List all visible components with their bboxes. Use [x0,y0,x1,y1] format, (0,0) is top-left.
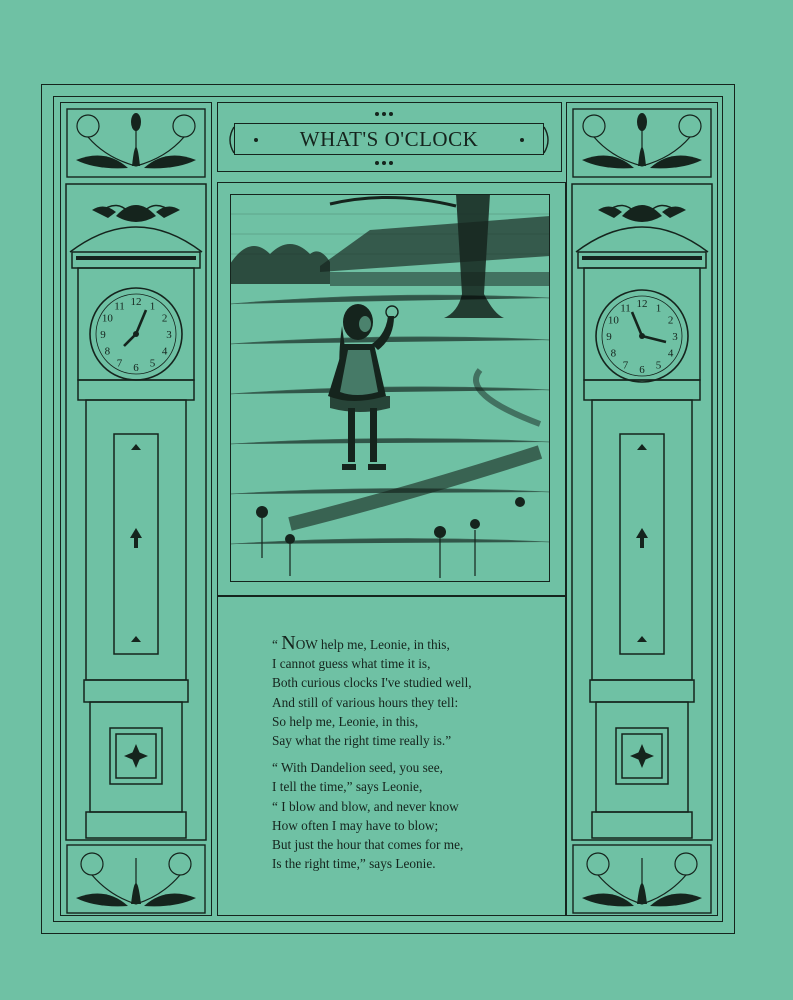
clock-face-right [592,286,692,386]
clock-numeral: 9 [606,331,612,343]
clock-numeral: 6 [639,364,645,376]
title-banner [234,123,544,155]
poem-line: So help me, Leonie, in this, [272,713,419,729]
page-title: WHAT'S O'CLOCK [299,126,479,151]
poem-line: But just the hour that comes for me, [272,837,464,853]
clock-numeral: 4 [667,347,674,360]
clock-numeral: 12 [636,298,648,310]
dandelion-ornament-icon [572,108,712,178]
clock-numeral: 7 [116,357,123,370]
clock-numeral: 3 [166,329,172,341]
poem-line: Is the right time,” says Leonie. [272,856,436,872]
poem-stanza-1 [272,634,557,750]
poem-stanza-2 [272,758,557,873]
clock-numeral: 7 [622,359,629,372]
clock-numeral: 4 [161,345,168,358]
poem-line: Say what the right time really is.” [272,733,452,749]
clock-numeral: 6 [133,362,139,374]
grandfather-clock-right [566,182,718,842]
clock-numeral: 3 [672,331,678,343]
poem [272,634,557,881]
poem-line: I cannot guess what time it is, [272,656,431,672]
dandelion-ornament-icon [66,844,206,914]
open-quote: “ [272,637,282,652]
clock-numeral: 11 [620,302,631,315]
girl-blowing-dandelion-illustration [230,194,550,582]
drop-cap: N [281,632,296,654]
clock-numeral: 2 [161,312,168,325]
poem-line: “ With Dandelion seed, you see, [272,760,443,776]
clock-numeral: 10 [607,314,619,327]
poem-line [272,634,557,654]
dandelion-ornament-icon [572,844,712,914]
first-line-text: OW help me, Leonie, in this, [295,637,450,652]
clock-numeral: 2 [667,314,674,327]
poem-line: Both curious clocks I've studied well, [272,675,472,691]
clock-numeral: 1 [149,300,156,313]
dandelion-ornament-icon [66,108,206,178]
clock-numeral: 5 [655,359,662,372]
poem-line: “ I blow and blow, and never know [272,798,459,814]
clock-numeral: 12 [130,296,142,308]
poem-line: I tell the time,” says Leonie, [272,779,423,795]
grandfather-clock-left [60,182,212,842]
clock-numeral: 10 [101,312,113,325]
clock-numeral: 11 [114,300,125,313]
poem-line: How often I may have to blow; [272,817,439,833]
clock-numeral: 8 [610,347,617,360]
clock-numeral: 1 [655,302,662,315]
clock-numeral: 8 [104,345,111,358]
clock-face-left [86,284,186,384]
clock-numeral: 5 [149,357,156,370]
clock-numeral: 9 [100,329,106,341]
poem-line: And still of various hours they tell: [272,694,459,710]
